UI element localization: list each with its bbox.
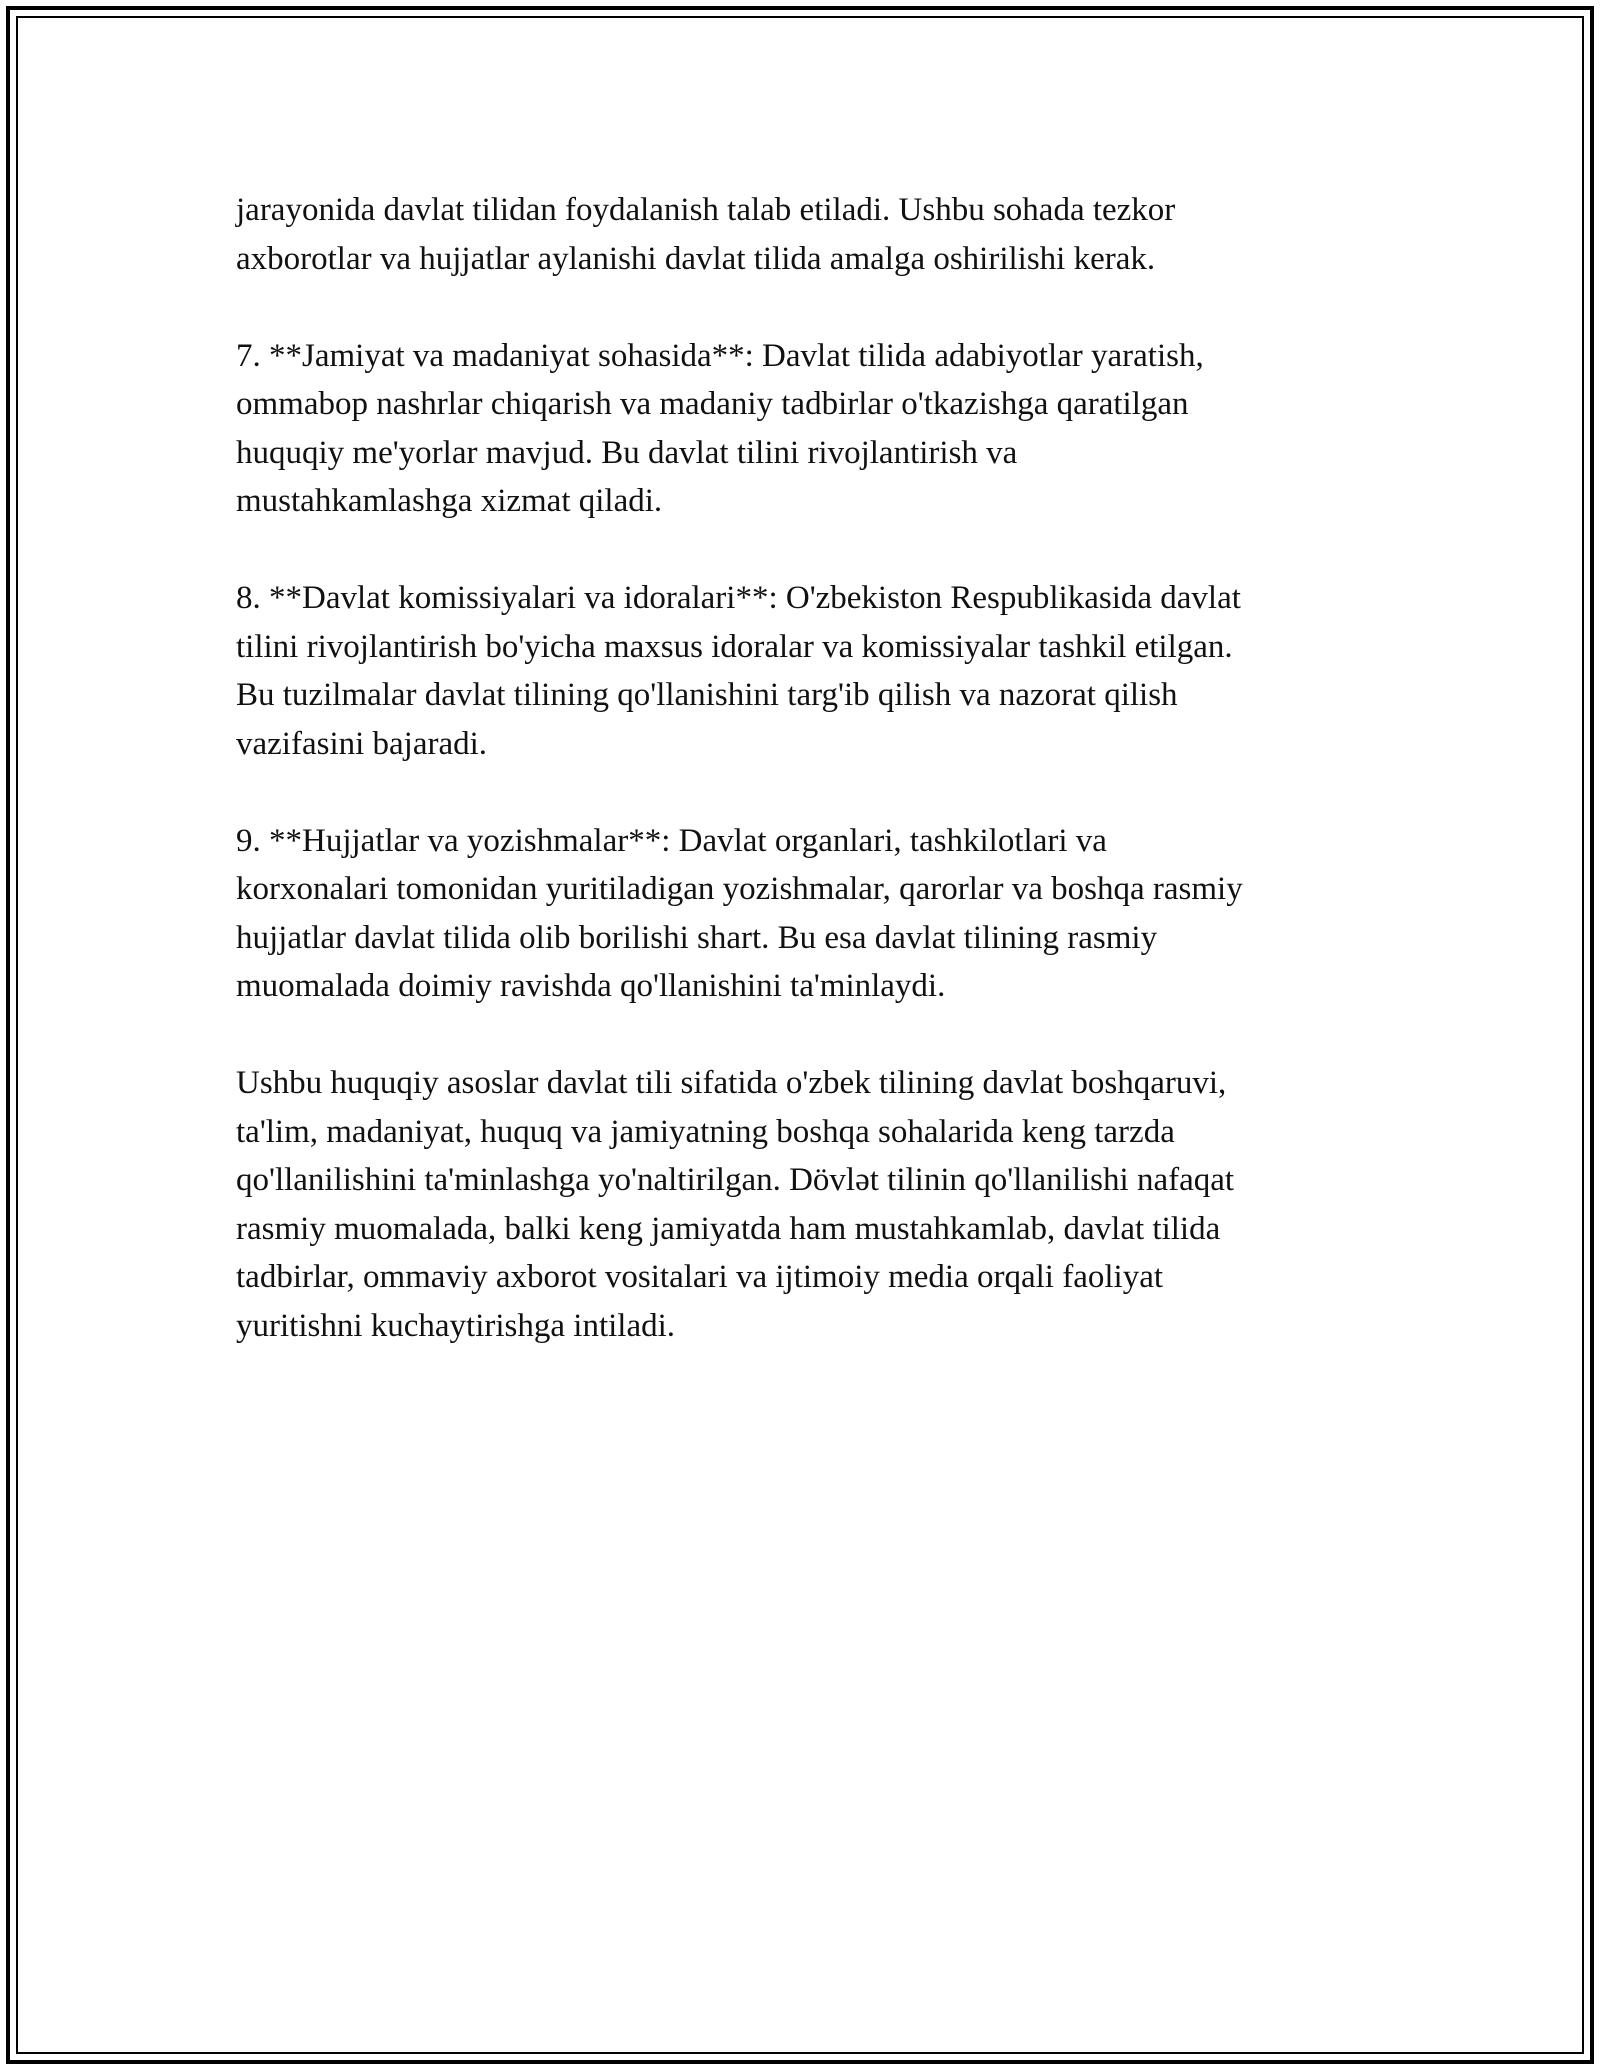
paragraph-item-8: 8. **Davlat komissiyalari va idoralari**: O'zbekiston Respublikasida davlat tilini rivojlantirish bo'yicha maxsus idoralar va komissiyalar tashkil etilgan. Bu tuzilmalar davlat tilining qo'llanishini targ'ib qilish va nazorat qilish vazifasini bajaradi. — [236, 580, 1241, 762]
document-body — [236, 186, 1366, 1399]
paragraph-item-9: 9. **Hujjatlar va yozishmalar**: Davlat organlari, tashkilotlari va korxonalari tomonidan yuritiladigan yozishmalar, qarorlar va boshqa rasmiy hujjatlar davlat tilida olib borilishi shart. Bu esa davlat tilining rasmiy muomalada doimiy ravishda qo'llanishini ta'minlaydi. — [236, 822, 1243, 1004]
paragraph-conclusion: Ushbu huquqiy asoslar davlat tili sifatida o'zbek tilining davlat boshqaruvi, ta'lim, madaniyat, huquq va jamiyatning boshqa sohalarida keng tarzda qo'llanilishini ta'minlashga yo'naltirilgan. Dövlət tilinin qo'llanilishi nafaqat rasmiy muomalada, balki keng jamiyatda ham mustahkamlab, davlat tilida tadbirlar, ommaviy axborot vositalari va ijtimoiy media orqali faoliyat yuritishni kuchaytirishga intiladi. — [236, 1065, 1235, 1344]
paragraph-intro-continuation: jarayonida davlat tilidan foydalanish talab etiladi. Ushbu sohada tezkor axborotlar va hujjatlar aylanishi davlat tilida amalga oshirilishi kerak. — [236, 192, 1176, 277]
paragraph-item-7: 7. **Jamiyat va madaniyat sohasida**: Davlat tilida adabiyotlar yaratish, ommabop nashrlar chiqarish va madaniy tadbirlar o'tkazishga qaratilgan huquqiy me'yorlar mavjud. Bu davlat tilini rivojlantirish va mustahkamlashga xizmat qiladi. — [236, 337, 1204, 519]
